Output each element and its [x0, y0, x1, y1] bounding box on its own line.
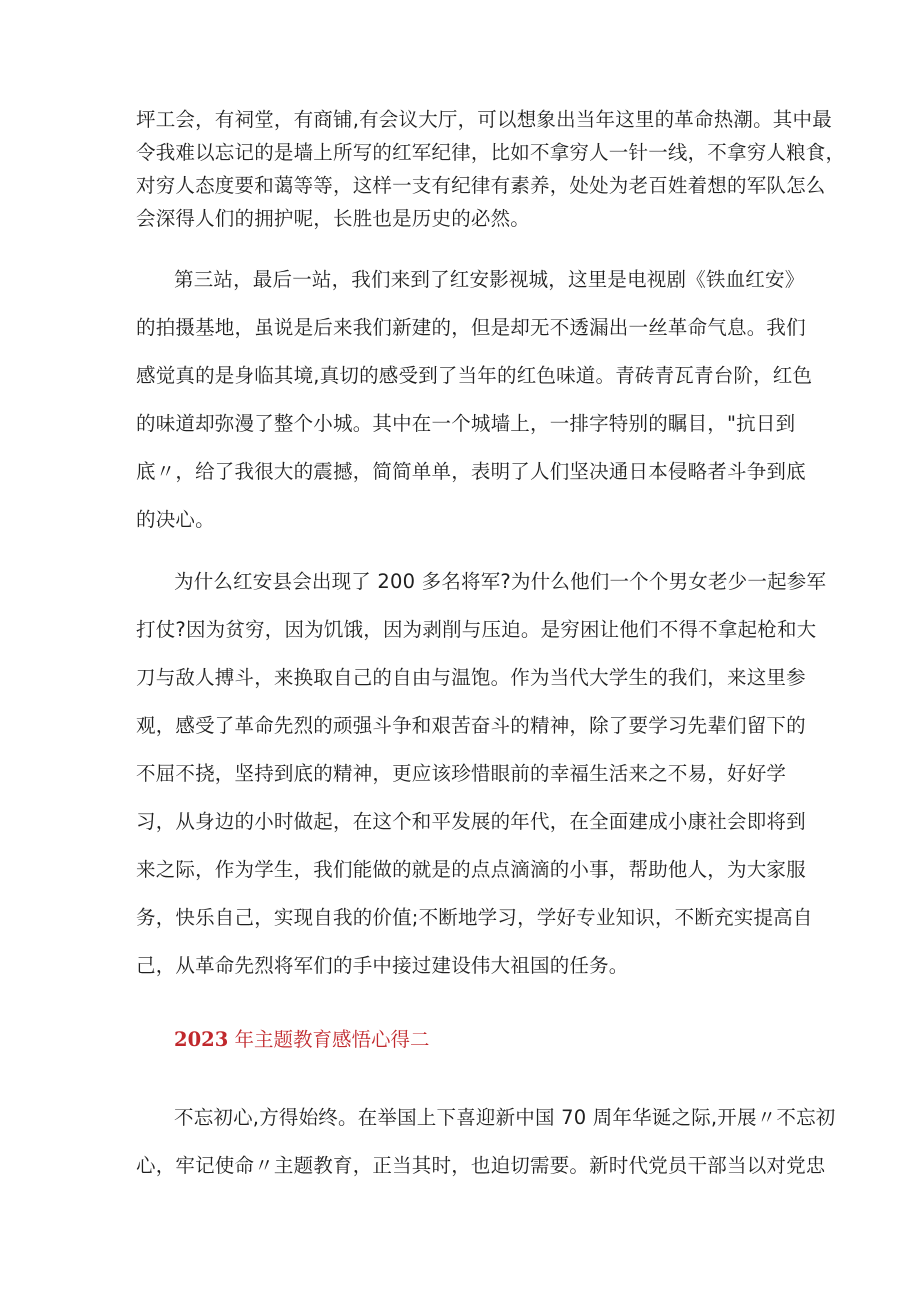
paragraph-line: 习，从身边的小时做起，在这个和平发展的年代，在全面建成小康社会即将到 — [136, 810, 806, 833]
paragraph-line: 打仗?因为贫穷，因为饥饿，因为剥削与压迫。是穷困让他们不得不拿起枪和大 — [136, 618, 817, 641]
paragraph-line: 第三站，最后一站，我们来到了红安影视城，这里是电视剧《铁血红安》 — [174, 268, 805, 291]
paragraph-line: 令我难以忘记的是墙上所写的红军纪律，比如不拿穷人一针一线，不拿穷人粮食， — [136, 141, 846, 164]
paragraph-line: 会深得人们的拥护呢，长胜也是历史的必然。 — [136, 207, 531, 230]
heading-year: 2023 — [174, 1028, 229, 1051]
paragraph-line: 的决心。 — [136, 508, 215, 531]
heading-title: 年主题教育感悟心得二 — [228, 1028, 430, 1051]
paragraph-line: 坪工会，有祠堂，有商铺,有会议大厅，可以想象出当年这里的革命热潮。其中最 — [136, 108, 832, 131]
paragraph-line: 心，牢记使命〃主题教育，正当其时，也迫切需要。新时代党员干部当以对党忠 — [136, 1154, 826, 1177]
paragraph-line: 务，快乐自己，实现自我的价值;不断地学习，学好专业知识，不断充实提高自 — [136, 906, 813, 929]
paragraph-line: 不忘初心,方得始终。在举国上下喜迎新中国 70 周年华诞之际,开展〃不忘初 — [174, 1106, 836, 1129]
paragraph-line: 观，感受了革命先烈的顽强斗争和艰苦奋斗的精神，除了要学习先辈们留下的 — [136, 714, 806, 737]
paragraph-line: 的味道却弥漫了整个小城。其中在一个城墙上，一排字特别的瞩目，"抗日到 — [136, 412, 796, 435]
section-heading — [174, 1026, 429, 1054]
paragraph-line: 己，从革命先烈将军们的手中接过建设伟大祖国的任务。 — [136, 954, 629, 977]
paragraph-line: 底〃，给了我很大的震撼，简简单单，表明了人们坚决通日本侵略者斗争到底 — [136, 460, 806, 483]
paragraph-line: 来之际，作为学生，我们能做的就是的点点滴滴的小事，帮助他人，为大家服 — [136, 858, 806, 881]
paragraph-line: 对穷人态度要和蔼等等，这样一支有纪律有素养，处处为老百姓着想的军队怎么 — [136, 174, 826, 197]
paragraph-line: 感觉真的是身临其境,真切的感受到了当年的红色味道。青砖青瓦青台阶，红色 — [136, 364, 813, 387]
paragraph-line: 的拍摄基地，虽说是后来我们新建的，但是却无不透漏出一丝革命气息。我们 — [136, 316, 806, 339]
paragraph-line: 为什么红安县会出现了 200 多名将军?为什么他们一个个男女老少一起参军 — [174, 570, 827, 593]
paragraph-line: 刀与敌人搏斗，来换取自己的自由与温饱。作为当代大学生的我们，来这里参 — [136, 666, 806, 689]
paragraph-line: 不屈不挠，坚持到底的精神，更应该珍惜眼前的幸福生活来之不易，好好学 — [136, 762, 787, 785]
